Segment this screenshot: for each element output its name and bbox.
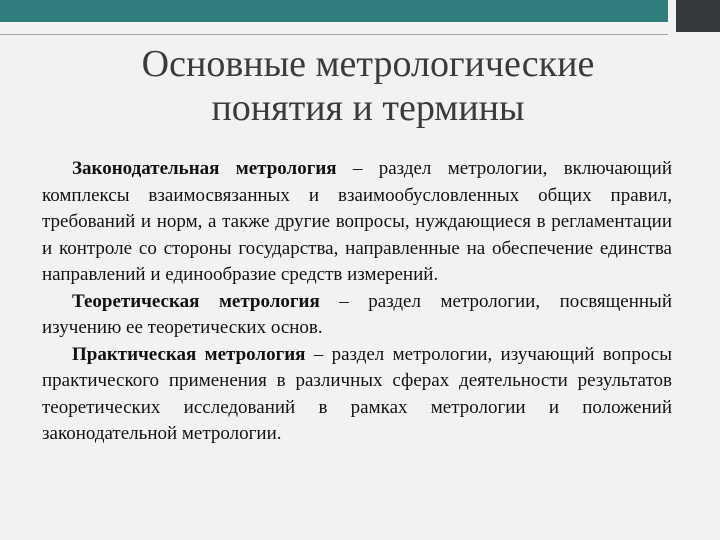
slide-body: [42, 156, 672, 448]
term-label: Практическая метрология: [72, 343, 306, 365]
definition-paragraph: [42, 289, 672, 342]
definition-paragraph: [42, 342, 672, 448]
definition-paragraph: [42, 156, 672, 289]
definition-text: – раздел метрологии, включающий комплексы взаимосвязанных и взаимообусловленных общих правил, требований и норм, а также другие вопросы, нуждающиеся в регламентации и контроле со стороны государства, направленные на обеспечение единства направлений и единообразие средств измерений.: [42, 158, 672, 285]
header-dark-block: [676, 0, 720, 32]
term-label: Теоретическая метрология: [72, 290, 320, 312]
slide-title-line1: Основные метрологические: [141, 43, 595, 85]
definition-text: – раздел метрологии, посвященный изучению ее теоретических основ.: [42, 290, 672, 338]
header-divider-line: [0, 34, 668, 35]
header-gap: [0, 22, 668, 32]
term-label: Законодательная метрология: [72, 158, 337, 179]
header-teal-band: [0, 0, 668, 22]
header-decoration: [0, 0, 720, 32]
slide-title: [88, 42, 648, 130]
definition-text: – раздел метрологии, изучающий вопросы практического применения в различных сферах деятельности результатов теоретических исследований в рамках метрологии и положений законодательной метрологии.: [42, 343, 672, 444]
slide-title-line2: понятия и термины: [211, 87, 525, 129]
